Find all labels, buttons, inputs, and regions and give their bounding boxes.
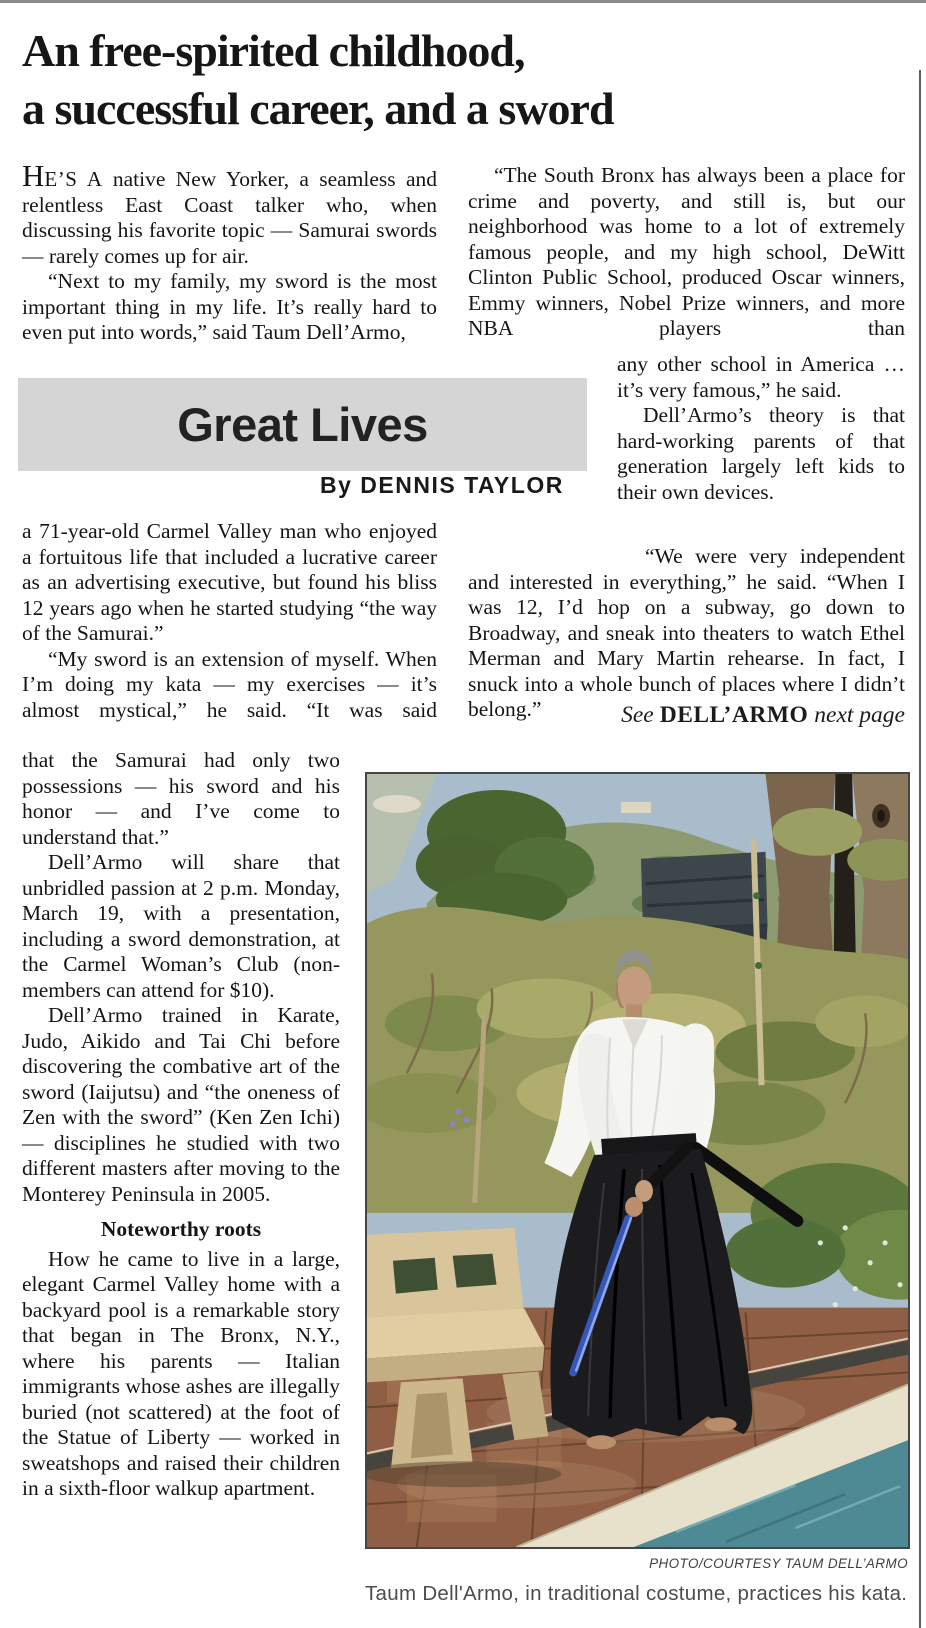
kata-photo-illustration (367, 774, 908, 1547)
paragraph: “We were very independent and interested in everything,” he said. “When I was 12, I’d hop on a subway, go down to Broadway, and sneak into theaters to watch Ethel Merman and Mary Martin rehearse. In fact, I snuck into a whole bunch of places where I didn’t belong.” (468, 544, 905, 721)
lead-smallcaps: E’S A (44, 167, 103, 191)
jump-slug: DELL’ARMO (659, 702, 809, 728)
lead-capital: H (22, 158, 45, 193)
right-column-top (468, 163, 905, 342)
subhead: Noteworthy roots (100, 1217, 262, 1241)
jump-line (468, 702, 905, 729)
section-title-box (18, 378, 587, 471)
headline-line-1: An free-spirited childhood, (22, 25, 525, 76)
paragraph-continuation: any other school in America … it’s very famous,” he said. (617, 352, 905, 402)
photo-credit: PHOTO/COURTESY TAUM DELL’ARMO (649, 1556, 908, 1571)
right-foot (705, 1417, 737, 1431)
section-title: Great Lives (177, 398, 428, 451)
headline-line-2: a successful career, and a sword (22, 83, 614, 134)
left-column-narrow (22, 748, 340, 1502)
hand (625, 1197, 643, 1217)
left-column-top (22, 158, 437, 346)
paragraph: “Next to my family, my sword is the most important thing in my life. It’s really hard to even put into words,” said Taum Dell’Armo, (22, 269, 437, 344)
article-photo (365, 772, 910, 1549)
photo-caption: Taum Dell'Armo, in traditional costume, practices his kata. (365, 1582, 908, 1605)
lede-text: native New Yorker, a seamless and relentless East Coast talker who, when discussing his favorite topic — Samurai swords — rarely comes up for air. (22, 167, 437, 268)
paragraph-continuation: that the Samurai had only two possessions — his sword and his honor — and I’ve come to understand that.” (22, 748, 340, 849)
paragraph: “The South Bronx has always been a place for crime and poverty, and still is, but our neighborhood was home to a lot of extremely famous people, and my high school, DeWitt Clinton Public School, produced Oscar winners, Emmy winners, Nobel Prize winners, and more NBA players than (468, 163, 905, 340)
paragraph: Dell’Armo will share that unbridled passion at 2 p.m. Monday, March 19, with a presentation, including a sword demonstration, at the Carmel Woman’s Club (non-members can attend for $10). (22, 850, 340, 1002)
paragraph-lede (22, 158, 437, 269)
left-foot (586, 1435, 616, 1449)
article-headline (22, 22, 882, 138)
paragraph: How he came to live in a large, elegant Carmel Valley home with a backyard pool is a remarkable story that began in The Bronx, N.Y., where his parents — Italian immigrants whose ashes are illegally buried (not scattered) at the foot of the Statue of Liberty — worked in sweatshops and raised their children in a sixth-floor walkup apartment. (22, 1246, 340, 1500)
byline: By DENNIS TAYLOR (320, 472, 564, 498)
paragraph: Dell’Armo’s theory is that hard-working parents of that generation largely left kids to their own devices. (617, 403, 905, 504)
paragraph: Dell’Armo trained in Karate, Judo, Aikido and Tai Chi before discovering the combative art of the sword (Iaijutsu) and “the oneness of Zen with the sword” (Ken Zen Ichi) — disciplines he studied with two different masters after moving to the Monterey Peninsula in 2005. (22, 1003, 340, 1206)
column-rule (919, 70, 921, 1628)
paragraph-continuation: a 71-year-old Carmel Valley man who enjoyed a fortuitous life that included a lucrative career as an advertising executive, but found his bliss 12 years ago when he started studying “the way of the Samurai.” (22, 519, 437, 645)
jump-rest: next page (814, 702, 905, 728)
top-rule (0, 0, 926, 3)
right-column-wrap (617, 352, 905, 505)
left-column-middle (22, 519, 437, 723)
paragraph: “My sword is an extension of myself. When I’m doing my kata — my exercises — it’s almost mystical,” he said. “It was said (22, 646, 437, 722)
jump-see: See (621, 702, 654, 728)
right-column-continued (468, 544, 905, 723)
